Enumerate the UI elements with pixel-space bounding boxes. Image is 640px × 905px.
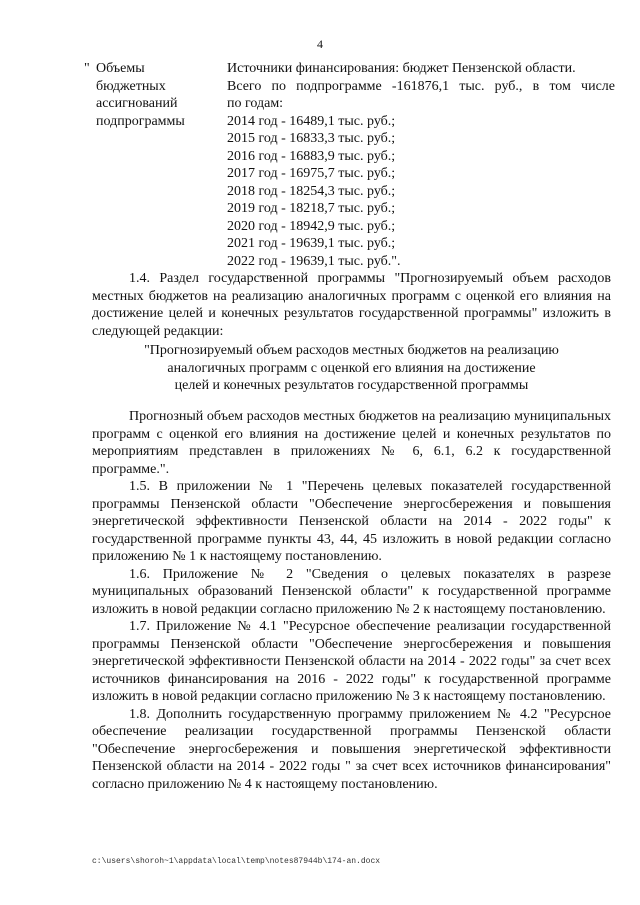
budget-label-line: ассигнований — [96, 96, 178, 111]
year-line: 2017 год - 16975,7 тыс. руб.; — [227, 166, 396, 181]
page-number: 4 — [317, 37, 323, 51]
budget-label-line: бюджетных — [96, 78, 166, 94]
section-title-line: "Прогнозируемый объем расходов местных бюджетов на реализацию — [144, 343, 559, 358]
section-title — [92, 342, 611, 395]
total-line: Всего по подпрограмме -161876,1 тыс. руб., в том числе — [227, 78, 615, 94]
budget-value-cell — [227, 60, 615, 270]
paragraph-1-5: 1.5. В приложении № 1 "Перечень целевых показателей государственной программы Пензенской области "Обеспечение энергосбережения и повышения энергетической эффективности Пензенской области на 2014 - 2022 годы" к государственной программе пункты 43, 44, 45 изложить в новой редакции согласно приложению № 1 к настоящему постановлению. — [92, 479, 611, 564]
year-line: 2016 год - 16883,9 тыс. руб.; — [227, 148, 396, 164]
year-line: 2018 год - 18254,3 тыс. руб.; — [227, 183, 396, 199]
budget-label-line: подпрограммы — [96, 113, 185, 129]
year-line: 2019 год - 18218,7 тыс. руб.; — [227, 201, 396, 216]
section-title-line: аналогичных программ с оценкой его влияния на достижение — [167, 360, 536, 376]
section-title-line: целей и конечных результатов государственной программы — [174, 378, 529, 393]
budget-label-cell — [84, 60, 214, 130]
year-line: 2015 год - 16833,3 тыс. руб.; — [227, 131, 396, 146]
paragraph-1-4: 1.4. Раздел государственной программы "Прогнозируемый объем расходов местных бюджетов на реализацию аналогичных программ с оценкой его влияния на достижение целей и конечных результатов государственной программы" изложить в следующей редакции: — [92, 271, 611, 339]
total-line: по годам: — [227, 96, 284, 111]
paragraph-1-7: 1.7. Приложение № 4.1 "Ресурсное обеспечение реализации государственной программы Пензенской области "Обеспечение энергосбережения и повышения энергетической эффективности Пензенской области на 2014 - 2022 годы" за счет всех источников финансирования на 2016 - 2022 годы" к государственной программе изложить в новой редакции согласно приложению № 3 к настоящему постановлению. — [92, 619, 611, 704]
footer-file-path: c:\users\shoroh~1\appdata\local\temp\notes87944b\174-an.docx — [92, 857, 381, 866]
paragraph-1-6: 1.6. Приложение № 2 "Сведения о целевых показателях в разрезе муниципальных образований Пензенской области" к государственной программе изложить в новой редакции согласно приложению № 2 к настоящему постановлению. — [92, 566, 611, 617]
open-quote: " — [84, 61, 90, 76]
budget-label-line: Объемы — [96, 61, 145, 76]
paragraph-block-1 — [92, 270, 611, 340]
year-line: 2021 год - 19639,1 тыс. руб.; — [227, 236, 396, 251]
year-line: 2014 год - 16489,1 тыс. руб.; — [227, 113, 396, 129]
funding-source: Источники финансирования: бюджет Пензенской области. — [227, 61, 576, 76]
year-line: 2020 год - 18942,9 тыс. руб.; — [227, 218, 396, 234]
year-line: 2022 год - 19639,1 тыс. руб.". — [227, 253, 401, 269]
paragraph-forecast: Прогнозный объем расходов местных бюджетов на реализацию муниципальных программ с оценкой его влияния на достижение целей и конечных результатов по мероприятиям представлен в приложениях № 6, 6.1, 6.2 к государственной программе.". — [92, 409, 611, 477]
paragraph-block-2 — [92, 408, 611, 793]
paragraph-1-8: 1.8. Дополнить государственную программу приложением № 4.2 "Ресурсное обеспечение реализации государственной программы Пензенской области "Обеспечение энергосбережения и повышения энергетической эффективности Пензенской области на 2014 - 2022 годы " за счет всех источников финансирования" согласно приложению № 4 к настоящему постановлению. — [92, 706, 611, 792]
